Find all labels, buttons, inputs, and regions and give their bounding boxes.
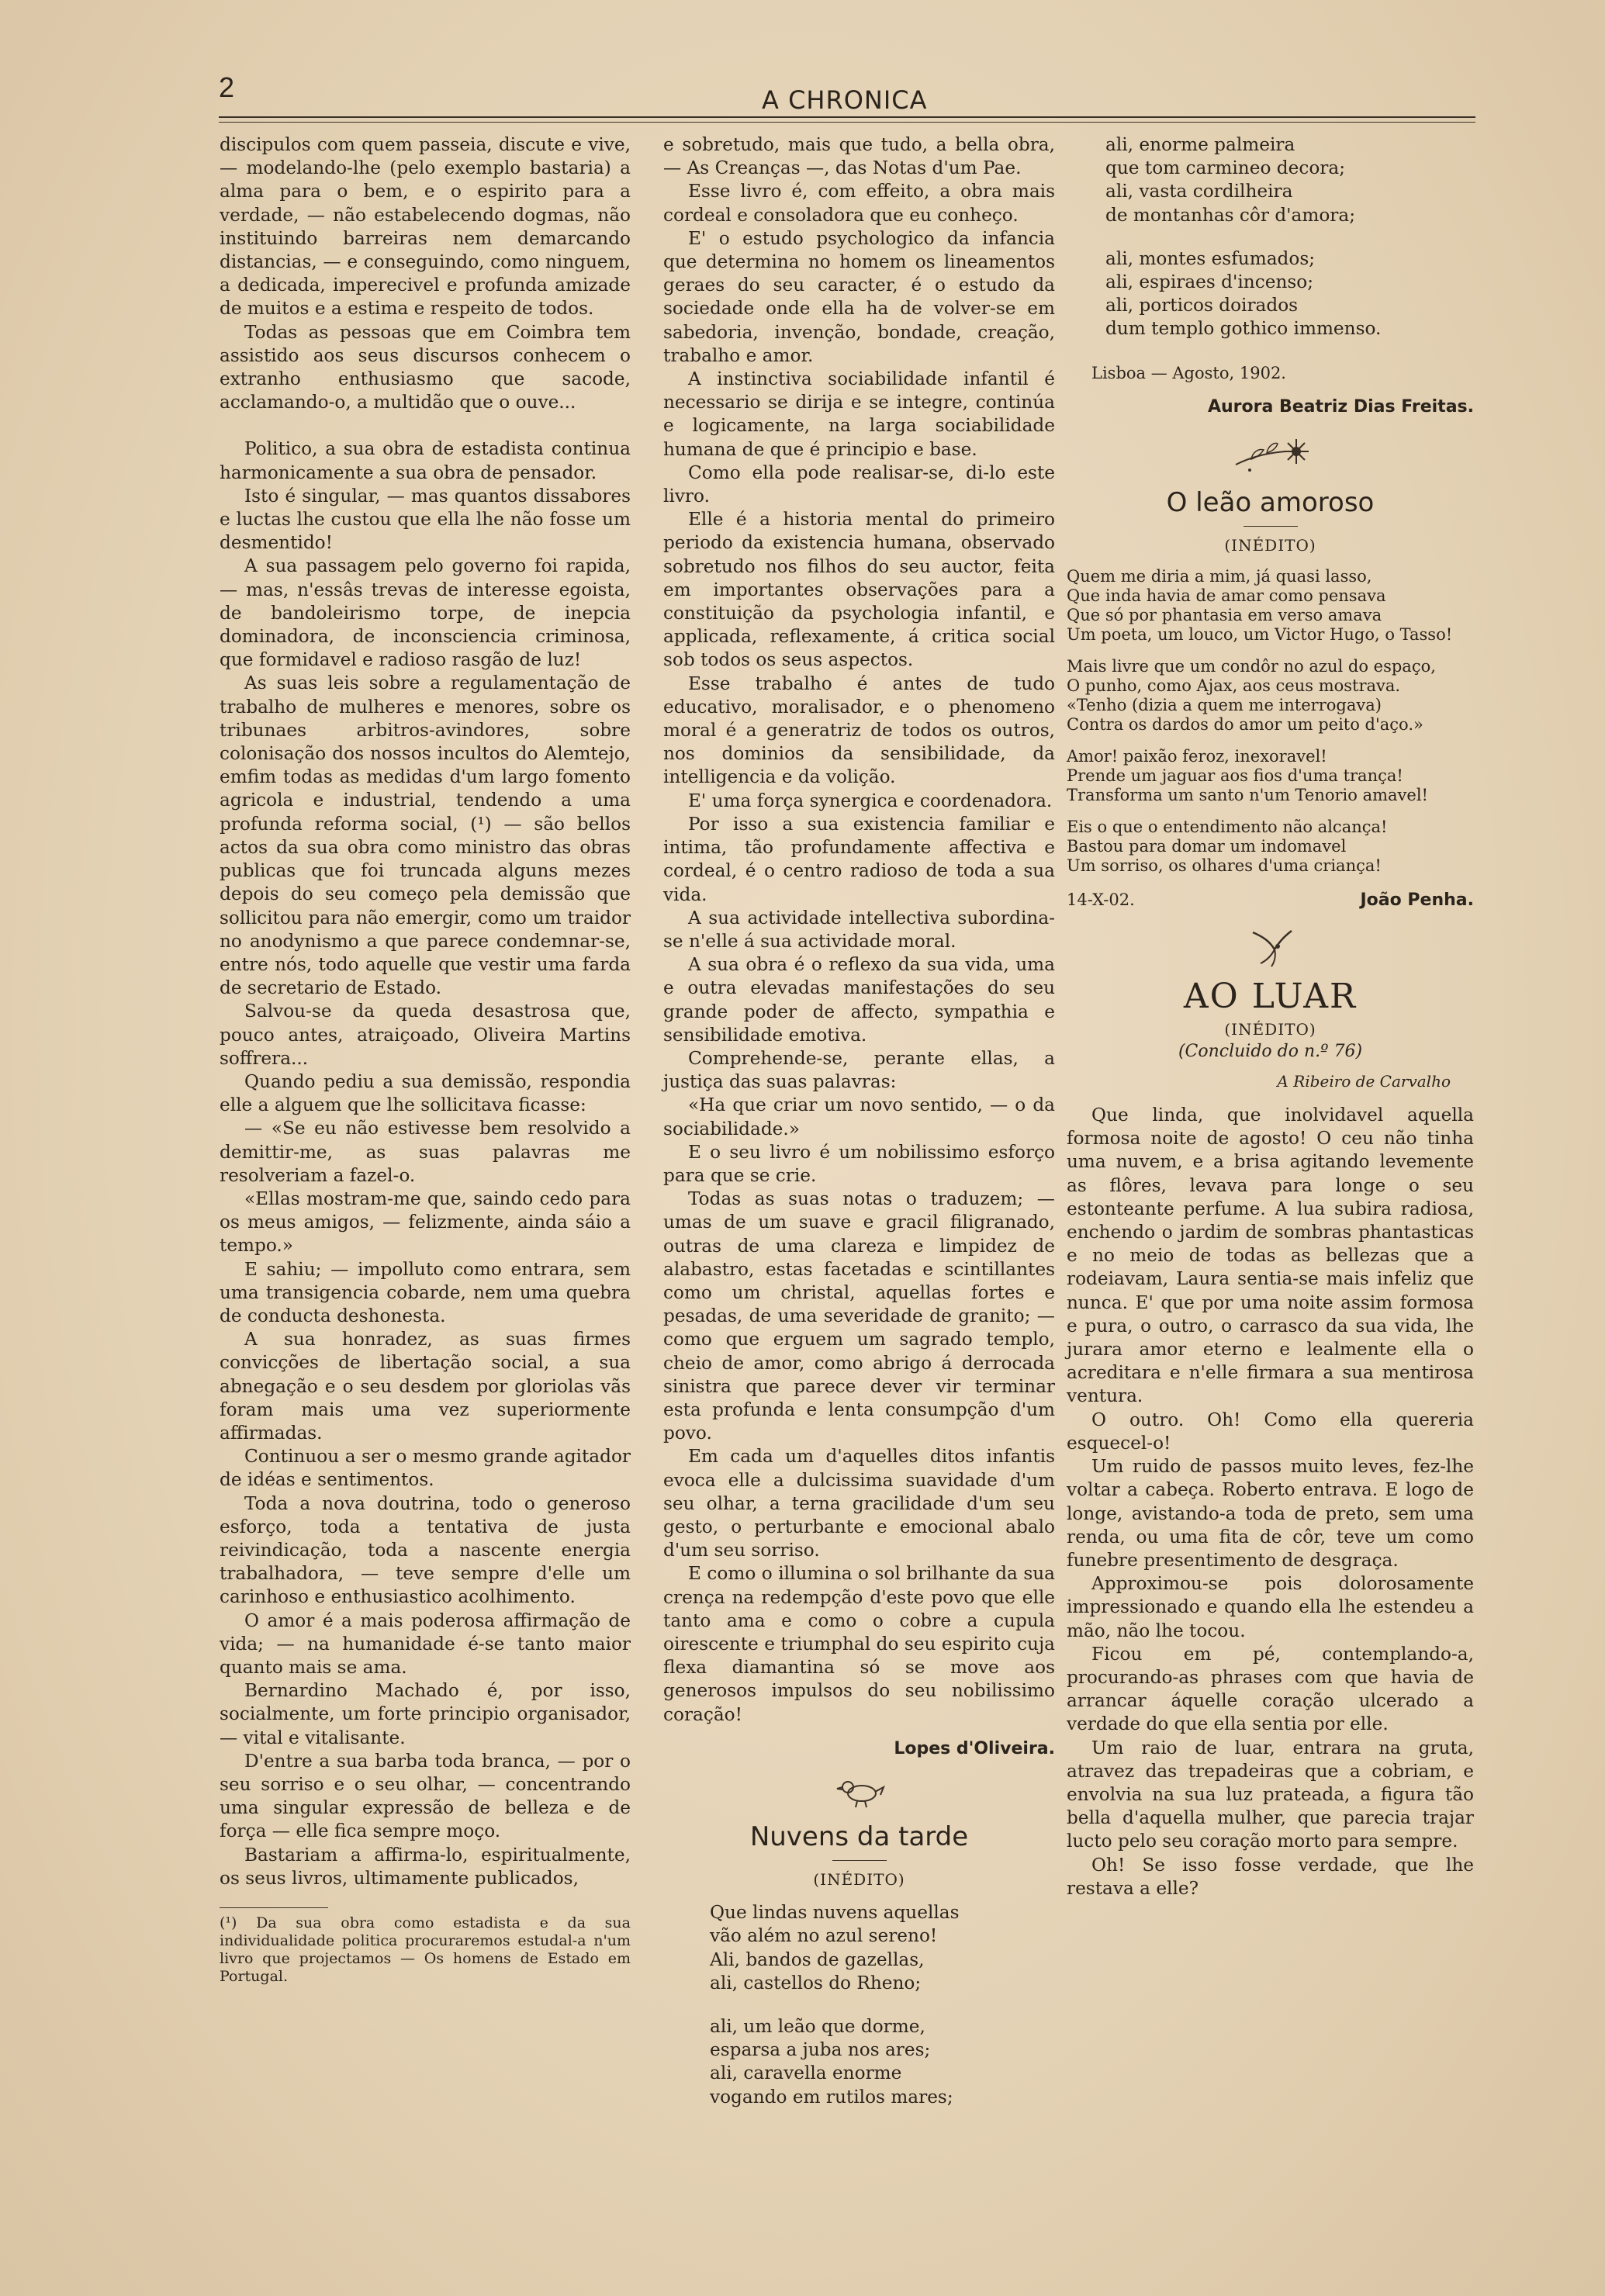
leao-date: 14-X-02. [1067, 890, 1135, 910]
paragraph: «Ha que criar um novo sentido, — o da sociabilidade.» [663, 1094, 1055, 1139]
paragraph: Salvou-se da queda desastrosa que, pouco antes, atraiçoado, Oliveira Martins soffrera... [220, 1001, 631, 1069]
paragraph: Esse livro é, com effeito, a obra mais cordeal e consoladora que eu conheço. [663, 181, 1055, 226]
poem-line: Amor! paixão feroz, inexoravel! [1067, 747, 1327, 766]
inedito-label: (INÉDITO) [1224, 536, 1316, 555]
poem-line: Que só por phantasia em verso amava [1067, 606, 1382, 625]
poem-line: Mais livre que um condôr no azul do espaço, [1067, 657, 1436, 676]
paragraph: D'entre a sua barba toda branca, — por o seu sorriso e o seu olhar, — concentrando uma singular expressão de belleza e de força — elle fica sempre moço. [220, 1750, 631, 1842]
paragraph: A sua passagem pelo governo foi rapida, — mas, n'essâs trevas de interesse egoista, de bandoleirismo torpe, de inepcia dominadora, de inconsciencia criminosa, que formidavel e radioso rasgão de luz! [220, 555, 631, 671]
paragraph: Approximou-se pois dolorosamente impressionado e quando ella lhe estendeu a mão, não lhe tocou. [1067, 1573, 1474, 1641]
paragraph: Todas as pessoas que em Coimbra tem assistido aos seus discursos conhecem o extranho enthusiasmo que sacode, acclamando-o, a multidão que o ouve... [220, 321, 631, 413]
header-rule [219, 116, 1475, 118]
poem-line: ali, montes esfumados; [1105, 247, 1316, 269]
poem-line: «Tenho (dizia a quem me interrogava) [1067, 696, 1382, 715]
poem-line: ali, caravella enorme [710, 2063, 902, 2084]
paragraph: Elle é a historia mental do primeiro periodo da existencia humana, observado sobretudo nos filhos do seu auctor, feita em importantes observações para a constituição da psychologia infantil, e applicada, reflexamente, á critica social sob todos os seus aspectos. [663, 509, 1055, 671]
paragraph: Quando pediu a sua demissão, respondia elle a alguem que lhe sollicitava ficasse: [220, 1070, 631, 1116]
stanza [1105, 247, 1474, 341]
paragraph: E' uma força synergica e coordenadora. [688, 790, 1053, 811]
paragraph: E o seu livro é um nobilissimo esforço para que se crie. [663, 1141, 1055, 1186]
column-2 [663, 133, 1055, 2129]
footnote: (¹) Da sua obra como estadista e da sua individualidade politica procuraremos estudal-a n'um livro que projectamos — Os homens de Estado em Portugal. [220, 1914, 631, 1986]
paragraph: Esse trabalho é antes de tudo educativo, moralisador, e o phenomeno moral é a generatriz de todos os outros, nos dominios da sensibilidade, da intelligencia e da volição. [663, 673, 1055, 788]
inedito-label: (INÉDITO) [1224, 1019, 1316, 1039]
paragraph: Em cada um d'aquelles ditos infantis evoca elle a dulcissima suavidade d'um seu olhar, a terna gracilidade d'um seu gesto, o perturbante e emocional abalo d'um seu sorriso. [663, 1446, 1055, 1561]
poem-line: dum templo gothico immenso. [1105, 318, 1382, 340]
dedication: A Ribeiro de Carvalho [1277, 1071, 1451, 1091]
paragraph: O outro. Oh! Como ella quereria esquecel-o! [1067, 1409, 1474, 1454]
paragraph: Um ruido de passos muito leves, fez-lhe voltar a cabeça. Roberto entrava. E logo de longe, avistando-a toda de preto, sem uma renda, ou uma fita de côr, teve um como funebre presentimento de desgraça. [1067, 1456, 1474, 1571]
poem-line: de montanhas côr d'amora; [1105, 204, 1356, 226]
poem-line: O punho, como Ajax, aos ceus mostrava. [1067, 676, 1401, 696]
bird-ornament-icon [663, 1772, 1055, 1817]
paragraph: Como ella pode realisar-se, di-lo este livro. [663, 462, 1055, 507]
paragraph: Ficou em pé, contemplando-a, procurando-as phrases com que havia de arrancar áquelle coração ulcerado a verdade do que ella sentia por elle. [1067, 1643, 1474, 1735]
leao-signature: João Penha. [1360, 890, 1474, 911]
paragraph: «Ellas mostram-me que, saindo cedo para os meus amigos, — felizmente, ainda sáio a tempo.» [220, 1188, 631, 1257]
paragraph: Um raio de luar, entrara na gruta, atravez das trepadeiras que a cobriam, e envolvia na sua luz prateada, a figura tão bella d'aquella mulher, que parecia trajar lucto pelo seu coração morto para sempre. [1067, 1737, 1474, 1852]
poem-line: Que lindas nuvens aquellas [710, 1902, 960, 1924]
poem-line: ali, vasta cordilheira [1105, 181, 1293, 202]
paragraph: Oh! Se isso fosse verdade, que lhe restava a elle? [1067, 1854, 1474, 1899]
swallow-ornament-icon [1067, 923, 1474, 976]
paragraph: Bastariam a affirma-lo, espiritualmente, os seus livros, ultimamente publicados, [220, 1844, 631, 1889]
poem-line: Ali, bandos de gazellas, [710, 1948, 925, 1970]
paragraph: Politico, a sua obra de estadista continua harmonicamente a sua obra de pensador. [220, 438, 631, 483]
poem-line: ali, um leão que dorme, [710, 2016, 925, 2038]
poem-line: Prende um jaguar aos fios d'uma trança! [1067, 766, 1403, 786]
paragraph: Comprehende-se, perante ellas, a justiça das suas palavras: [663, 1047, 1055, 1093]
poem-line: Quem me diria a mim, já quasi lasso, [1067, 567, 1372, 586]
poem-line: vão além no azul sereno! [710, 1925, 938, 1947]
paragraph: Isto é singular, — mas quantos dissabores e luctas lhe custou que ella lhe não fosse um desmentido! [220, 485, 631, 554]
paragraph: — «Se eu não estivesse bem resolvido a demittir-me, as suas palavras me resolveriam a fazel-o. [220, 1118, 631, 1186]
stanza [1105, 133, 1474, 227]
paragraph: E' o estudo psychologico da infancia que determina no homem os lineamentos geraes do seu caracter, é o estudo da sociedade onde ella ha de volver-se em sabedoria, invenção, bondade, creação, trabalho e amor. [663, 227, 1055, 366]
stanza [1067, 567, 1474, 645]
paragraph: A instinctiva sociabilidade infantil é necessario se dirija e se integre, continúa e logicamente, na larga sociabilidade humana de que é principio e base. [663, 368, 1055, 460]
paragraph: O amor é a mais poderosa affirmação de vida; — na humanidade é-se tanto maior quanto mais se ama. [220, 1610, 631, 1678]
paragraph: Todas as suas notas o traduzem; — umas de um suave e gracil filigranado, outras de uma clareza e limpidez de alabastro, estas facetadas e scintillantes como um christal, aquellas fortes e pesadas, de uma severidade de granito; — como que erguem um sagrado templo, cheio de amor, como abrigo á derrocada sinistra que parece dever vir terminar esta profunda e lenta consumpção d'um povo. [663, 1188, 1055, 1444]
paragraph: E sahiu; — impolluto como entrara, sem uma transigencia cobarde, nem uma quebra de conducta deshonesta. [220, 1258, 631, 1326]
poem-line: Transforma um santo n'um Tenorio amavel! [1067, 786, 1428, 805]
stanza [710, 2015, 1055, 2109]
leao-signature-row [1067, 888, 1474, 912]
poem-line: Eis o que o entendimento não alcança! [1067, 818, 1388, 837]
paragraph: As suas leis sobre a regulamentação de trabalho de mulheres e menores, sobre os tribunaes arbitros-avindores, sobre colonisação dos nossos incultos do Alemtejo, emfim todas as medidas d'um largo fomento agricola e industrial, tendendo a uma profunda reforma social, (¹) — são bellos actos da sua obra como ministro das obras publicas que foi truncada alguns mezes depois do seu começo pela demissão que sollicitou para não emergir, como um traidor no anodynismo a que parece condemnar-se, entre nós, todo aquelle que vestir uma farda de secretario de Estado. [220, 673, 631, 999]
column-1 [220, 133, 631, 1986]
stanza [1067, 818, 1474, 876]
paragraph: discipulos com quem passeia, discute e vive, — modelando-lhe (pelo exemplo bastaria) a alma para o bem, e o espirito para a verdade, — não estabelecendo dogmas, não instituindo barreiras nem demarcando distancias, — e conseguindo, como ninguem, a dedicada, imperecivel e profunda amizade de muitos e a estima e respeito de todos. [220, 134, 631, 320]
leao-title: O leão amoroso [1166, 487, 1375, 519]
stanza [1067, 657, 1474, 735]
paragraph: Continuou a ser o mesmo grande agitador de idéas e sentimentos. [220, 1446, 631, 1491]
paragraph: A sua honradez, as suas firmes convicções de libertação social, a sua abnegação e o seu desdem por gloriolas vãs foram mais uma vez superiormente affirmadas. [220, 1329, 631, 1444]
masthead: A CHRONICA [762, 85, 928, 115]
footnote-rule [220, 1907, 328, 1908]
poem-line: ali, porticos doirados [1105, 295, 1299, 316]
poem-title: Nuvens da tarde [749, 1821, 969, 1853]
poem-line: Um sorriso, os olhares d'uma criança! [1067, 856, 1382, 876]
poem-line: ali, enorme palmeira [1105, 134, 1295, 155]
poem-signature: Aurora Beatriz Dias Freitas. [1207, 396, 1474, 417]
poem-line: vogando em rutilos mares; [710, 2086, 953, 2108]
header-rule-thin [219, 122, 1475, 123]
luar-title: AO LUAR [1183, 976, 1358, 1016]
poem-leao [1067, 567, 1474, 876]
paragraph: Que linda, que inolvidavel aquella formosa noite de agosto! O ceu não tinha uma nuvem, e a brisa agitando levemente as flôres, levava para longe o seu estonteante perfume. A lua subira radiosa, enchendo o jardim de sombras phantasticas e no meio de todas as bellezas que a rodeiavam, Laura sentia-se mais infeliz que nunca. E' que por uma noite assim formosa e pura, o outro, o carrasco da sua vida, lhe jurara amor eterno e lealmente ella o acreditara e n'elle firmara a sua mentirosa ventura. [1067, 1105, 1474, 1407]
inedito-label: (INÉDITO) [813, 1870, 905, 1890]
paragraph: A sua actividade intellectiva subordina-se n'elle á sua actividade moral. [663, 907, 1055, 952]
paragraph: e sobretudo, mais que tudo, a bella obra, — As Creanças —, das Notas d'um Pae. [663, 134, 1055, 179]
flower-ornament-icon [1067, 430, 1474, 482]
poem-line: Um poeta, um louco, um Victor Hugo, o Tasso! [1067, 625, 1453, 645]
paragraph: Toda a nova doutrina, todo o generoso esforço, toda a tentativa de justa reivindicação, toda a nascente energia trabalhadora, — teve sempre d'elle um carinhoso e enthusiastico acolhimento. [220, 1492, 631, 1608]
poem-place-date: Lisboa — Agosto, 1902. [1091, 363, 1286, 382]
title-rule [832, 1860, 887, 1861]
poem-line: Contra os dardos do amor um peito d'aço.» [1067, 715, 1423, 735]
paragraph: Por isso a sua existencia familiar e intima, tão profundamente affectiva e cordeal, é o centro radioso de toda a sua vida. [663, 813, 1055, 905]
poem-line: ali, espiraes d'incenso; [1105, 271, 1314, 293]
column-3 [1067, 133, 1474, 1900]
poem-line: que tom carmineo decora; [1105, 157, 1346, 179]
stanza [1067, 747, 1474, 805]
paragraph: A sua obra é o reflexo da sua vida, uma e outra elevadas manifestações do seu grande poder de affecto, sympathia e sensibilidade emotiva. [663, 954, 1055, 1046]
poem-nuvens-continued [1067, 133, 1474, 341]
paragraph: E como o illumina o sol brilhante da sua crença na redempção d'este povo que elle tanto ama e como o cobre a cupula oirescente e triumphal do seu espirito cuja flexa diamantina só se move aos generosos impulsos do seu nobilissimo coração! [663, 1563, 1055, 1725]
poem-line: Que inda havia de amar como pensava [1067, 586, 1386, 606]
concluido-note: (Concluido do n.º 76) [1178, 1041, 1363, 1061]
page-number: 2 [219, 71, 235, 103]
poem-line: Bastou para domar um indomavel [1067, 837, 1347, 856]
paragraph: Bernardino Machado é, por isso, socialmente, um forte principio organisador, — vital e vitalisante. [220, 1680, 631, 1748]
author-signature: Lopes d'Oliveira. [894, 1738, 1055, 1758]
stanza [710, 1901, 1055, 1995]
poem-line: ali, castellos do Rheno; [710, 1972, 922, 1993]
poem-nuvens [663, 1901, 1055, 2109]
poem-line: esparsa a juba nos ares; [710, 2039, 931, 2061]
title-rule [1244, 526, 1298, 527]
